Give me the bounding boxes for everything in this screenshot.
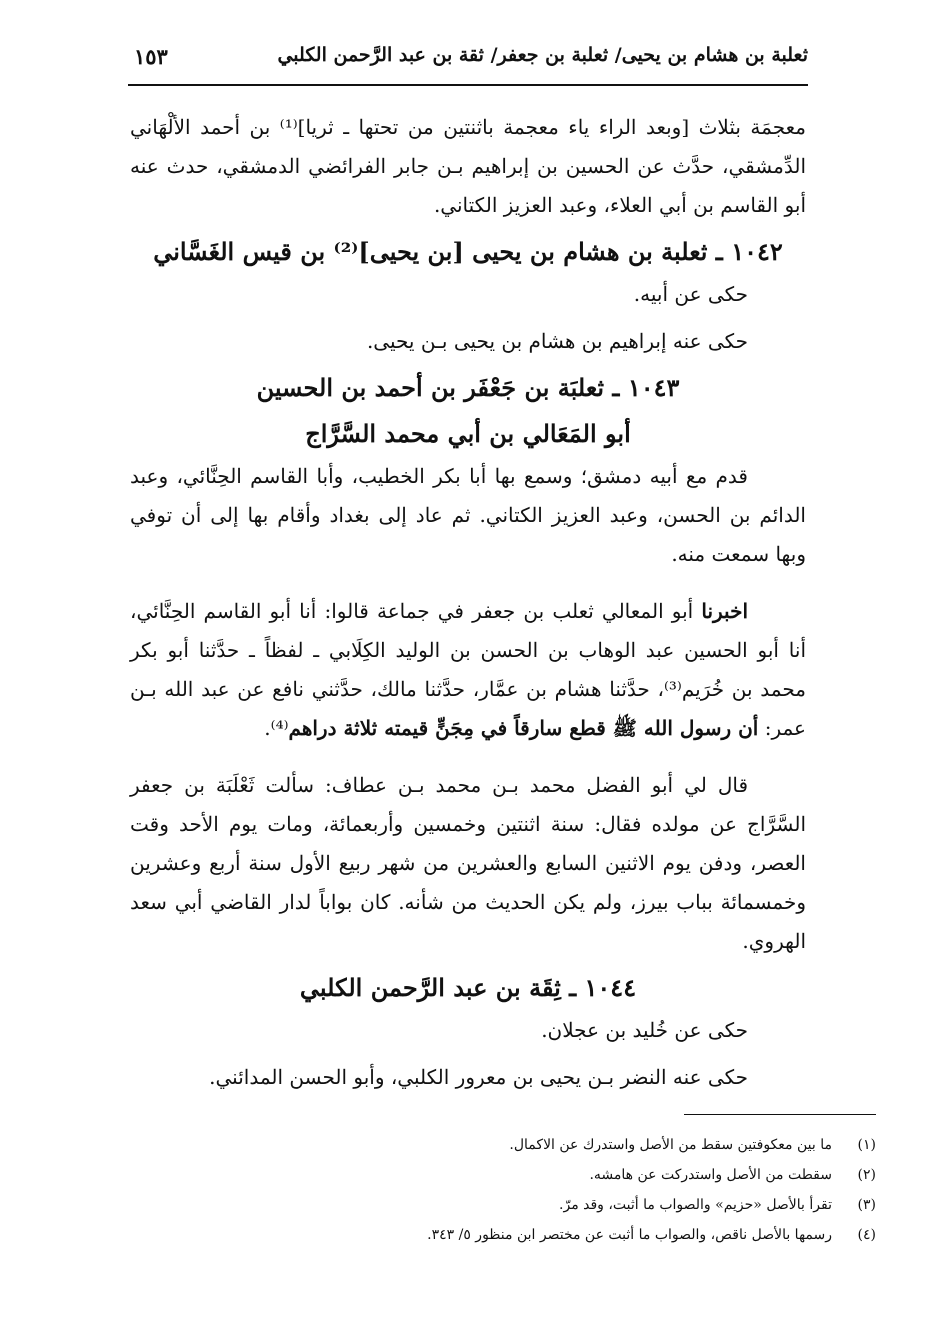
entry-1042-narrated-by: حكى عنه إبراهيم بن هشام بن يحيى بـن يحيى.: [366, 329, 748, 353]
page-body: [130, 108, 806, 1097]
footnote-number: (٣): [857, 1197, 876, 1213]
footnote-separator: [684, 1114, 876, 1115]
footnote-number: (٢): [857, 1167, 876, 1183]
footnote-text: ما بين معكوفتين سقط من الأصل واستدرك عن الاكمال.: [509, 1137, 832, 1153]
hadith-footnote-ref: ⁽⁴⁾.: [264, 716, 289, 740]
footnote-text: تقرأ بالأصل «حزيم» والصواب ما أثبت، وقد مرّ.: [559, 1197, 832, 1213]
entry-1043-biography: قدم مع أبيه دمشق؛ وسمع بها أبا بكر الخطيب، وأبا القاسم الحِنَّائي، وعبد الدائم بن الحسن، وعبد العزيز الكتاني. ثم عاد إلى بغداد وأقام بها إلى أن توفي وبها سمعت منه.: [130, 464, 806, 566]
footnote-1: [160, 1130, 876, 1160]
footnote-3: [160, 1190, 876, 1220]
entry-heading-1044: ١٠٤٤ ـ ثِقَة بن عبد الرَّحمن الكلبي: [299, 973, 637, 1002]
entry-1044-narrated-by: حكى عنه النضر بـن يحيى بن معرور الكلبي، وأبو الحسن المدائني.: [209, 1065, 748, 1089]
paragraph-continuation: معجمَة بثلاث [وبعد الراء ياء معجمة باثنتين من تحتها ـ ثريا]⁽¹⁾ بن أحمد الألْهَاني الدِّمشقي، حدَّث عن الحسين بن إبراهيم بـن جابر الفرائضي الدمشقي، حدث عنه أبو القاسم بن أبي العلاء، وعبد العزيز الكتاني.: [130, 115, 806, 217]
entry-heading-1043-line1: ١٠٤٣ ـ ثعلبَة بن جَعْفَر بن أحمد بن الحسين: [256, 373, 680, 402]
entry-heading-1042: ١٠٤٢ ـ ثعلبة بن هشام بن يحيى [بن يحيى]⁽²⁾ بن قيس الغَسَّاني: [153, 237, 783, 266]
hadith-text: أن رسول الله ﷺ قطع سارقاً في مِجَنٍّ قيمته ثلاثة دراهم: [288, 716, 759, 740]
page-header: [128, 38, 808, 86]
footnote-2: [160, 1160, 876, 1190]
running-title: ثعلبة بن هشام بن يحيى/ ثعلبة بن جعفر/ ثقة بن عبد الرَّحمن الكلبي: [277, 44, 808, 66]
isnad-chain: أبو المعالي ثعلب بن جعفر في جماعة قالوا: أنا أبو القاسم الحِنَّائي، أنا أبو الحسين عبد الوهاب بن الحسن بن الوليد الكِلَابي ـ لفظاً ـ حدَّثنا أبو بكر محمد بن خُرَيم⁽³⁾، حدَّثنا هشام بن عمَّار، حدَّثنا مالك، حدَّثني نافع عن عبد الله بـن عمر:: [130, 599, 806, 740]
entry-1043-isnad: [130, 592, 806, 748]
footnote-number: (١): [857, 1137, 876, 1153]
entry-1044-narrated-from: حكى عن خُليد بن عجلان.: [541, 1018, 748, 1042]
footnotes: [160, 1130, 876, 1250]
entry-1042-narrated-from: حكى عن أبيه.: [633, 282, 748, 306]
isnad-lead: اخبرنا: [701, 599, 748, 623]
entry-1043-death-note: قال لي أبو الفضل محمد بـن محمد بـن عطاف: سألت ثَعْلَبَة بن جعفر السَّرَّاج عن مولده فقال: سنة اثنتين وخمسين وأربعمائة، ومات يوم الأحد وقت العصر، ودفن يوم الاثنين السابع والعشرين من شهر ربيع الأول سنة أربع وعشرين وخمسمائة بباب بيرز، ولم يكن الحديث من شأنه. كان بواباً لدار القاضي أبي سعد الهروي.: [130, 773, 806, 953]
entry-heading-1043-line2: أبو المَعَالي بن أبي محمد السَّرَّاج: [305, 419, 631, 448]
footnote-number: (٤): [857, 1227, 876, 1243]
footnote-4: [160, 1220, 876, 1250]
header-rule: [128, 84, 808, 86]
page-number: ١٥٣: [134, 44, 168, 69]
footnote-text: رسمها بالأصل ناقص، والصواب ما أثبت عن مختصر ابن منظور ٥/ ٣٤٣.: [427, 1227, 832, 1243]
footnote-text: سقطت من الأصل واستدركت عن هامشه.: [589, 1167, 832, 1183]
